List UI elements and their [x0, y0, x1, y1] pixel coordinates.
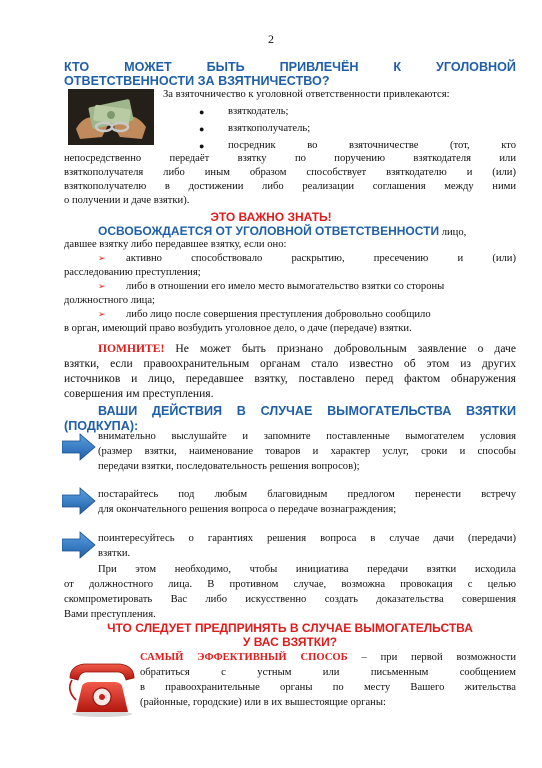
section4-title-line2: У ВАС ВЗЯТКИ?	[242, 635, 338, 649]
section1-item: посредник во взяточничестве (тот, кто	[228, 140, 516, 151]
remember-text: Не может быть признано добровольным заявление о даче	[164, 342, 516, 355]
section4-lead	[140, 652, 516, 665]
remember-label: ПОМНИТЕ!	[98, 342, 165, 355]
section4-lead-rest: – при первой возможности	[347, 652, 516, 663]
release-lead-rest: лицо,	[439, 227, 467, 238]
section4-lead-bold: САМЫЙ ЭФФЕКТИВНЫЙ СПОСОБ	[140, 652, 348, 663]
blue-arrow-icon	[62, 531, 96, 559]
blue-arrow-icon	[62, 487, 96, 515]
action-text: передачи взятки, последовательность решения вопросов);	[98, 461, 360, 472]
bullet-icon: ●	[199, 141, 205, 151]
red-telephone-image	[62, 656, 140, 718]
release-item-line2: в орган, имеющий право возбудить уголовное дело, о даче (передаче) взятки.	[64, 323, 412, 334]
section1-intro: За взяточничество к уголовной ответственности привлекаются:	[163, 89, 450, 100]
checkmark-arrow-icon: ➢	[98, 310, 106, 320]
page-number: 2	[268, 32, 274, 46]
release-item-line2: должностного лица;	[64, 295, 155, 306]
note-line: скомпрометировать Вас либо искусственно создать доказательства совершения	[64, 594, 516, 605]
section4-line: (районные, городские) или в их вышестоящие органы:	[140, 697, 386, 708]
release-item-line2: расследованию преступления;	[64, 267, 201, 278]
important-heading: ЭТО ВАЖНО ЗНАТЬ!	[210, 210, 332, 224]
section1-item: взяткодатель;	[228, 106, 289, 117]
action-text: для окончательного решения вопроса о передаче вознаграждения;	[98, 504, 397, 515]
action-text: постарайтесь под любым благовидным предлогом перенести встречу	[98, 489, 516, 500]
section1-title-line1: КТО МОЖЕТ БЫТЬ ПРИВЛЕЧЁН К УГОЛОВНОЙ	[64, 60, 516, 74]
remember-line1	[98, 342, 516, 355]
section1-continuation: взяткополучателю в достижении либо реализации соглашения между ними	[64, 181, 516, 192]
release-item-line1: либо в отношении его имело место вымогательство взятки со стороны	[126, 281, 445, 292]
section1-continuation: взяткополучателя либо иным образом способствует взяткодателю и (или)	[64, 167, 516, 178]
remember-line: взятки, если правоохранительным органам стало известно об этом из других	[64, 357, 516, 370]
note-line: При этом необходимо, чтобы инициатива передачи взятки исходила	[98, 564, 516, 575]
section3-title-line2: (ПОДКУПА):	[64, 419, 139, 433]
section1-title-line2: ОТВЕТСТВЕННОСТИ ЗА ВЗЯТНИЧЕСТВО?	[64, 74, 330, 88]
release-lead-line2: давшее взятку либо передавшее взятку, если оно:	[64, 239, 287, 250]
remember-line: совершения им преступления.	[64, 387, 214, 400]
release-item-line1: активно способствовало раскрытию, пресечению и (или)	[126, 253, 516, 264]
section1-continuation: о получении и даче взятки).	[64, 195, 190, 206]
bullet-icon: ●	[199, 124, 205, 134]
handcuffed-hands-with-money-image	[68, 89, 154, 145]
release-lead-bold: ОСВОБОЖДАЕТСЯ ОТ УГОЛОВНОЙ ОТВЕТСТВЕННОСТИ	[98, 224, 440, 238]
bullet-icon: ●	[199, 107, 205, 117]
action-text: поинтересуйтесь о гарантиях решения вопроса в случае дачи (передачи)	[98, 533, 516, 544]
checkmark-arrow-icon: ➢	[98, 282, 106, 292]
section1-item: взяткополучатель;	[228, 123, 311, 134]
blue-arrow-icon	[62, 433, 96, 461]
release-lead	[98, 225, 466, 240]
note-line: Вами преступления.	[64, 609, 156, 620]
checkmark-arrow-icon: ➢	[98, 254, 106, 264]
release-item-line1: либо лицо после совершения преступления добровольно сообщило	[126, 309, 431, 320]
action-text: взятки.	[98, 548, 131, 559]
section4-title-line1: ЧТО СЛЕДУЕТ ПРЕДПРИНЯТЬ В СЛУЧАЕ ВЫМОГАТЕЛЬСТВА	[107, 621, 473, 635]
section4-line: в правоохранительные органы по месту Вашего жительства	[140, 682, 516, 693]
action-text: (размер взятки, наименование товаров и характер услуг, сроки и способы	[98, 446, 516, 457]
action-text: внимательно выслушайте и запомните поставленные вымогателем условия	[98, 431, 516, 442]
remember-line: источников и лицо, передавшее взятку, поставлено перед фактом обнаружения	[64, 372, 516, 385]
note-line: от должностного лица. В противном случае, возможна провокация с целью	[64, 579, 516, 590]
section1-continuation: непосредственно передаёт взятку по поручению взяткодателя или	[64, 153, 516, 164]
section3-title-line1: ВАШИ ДЕЙСТВИЯ В СЛУЧАЕ ВЫМОГАТЕЛЬСТВА ВЗЯТКИ	[98, 404, 516, 418]
section4-line: обратиться с устным или письменным сообщением	[140, 667, 516, 678]
